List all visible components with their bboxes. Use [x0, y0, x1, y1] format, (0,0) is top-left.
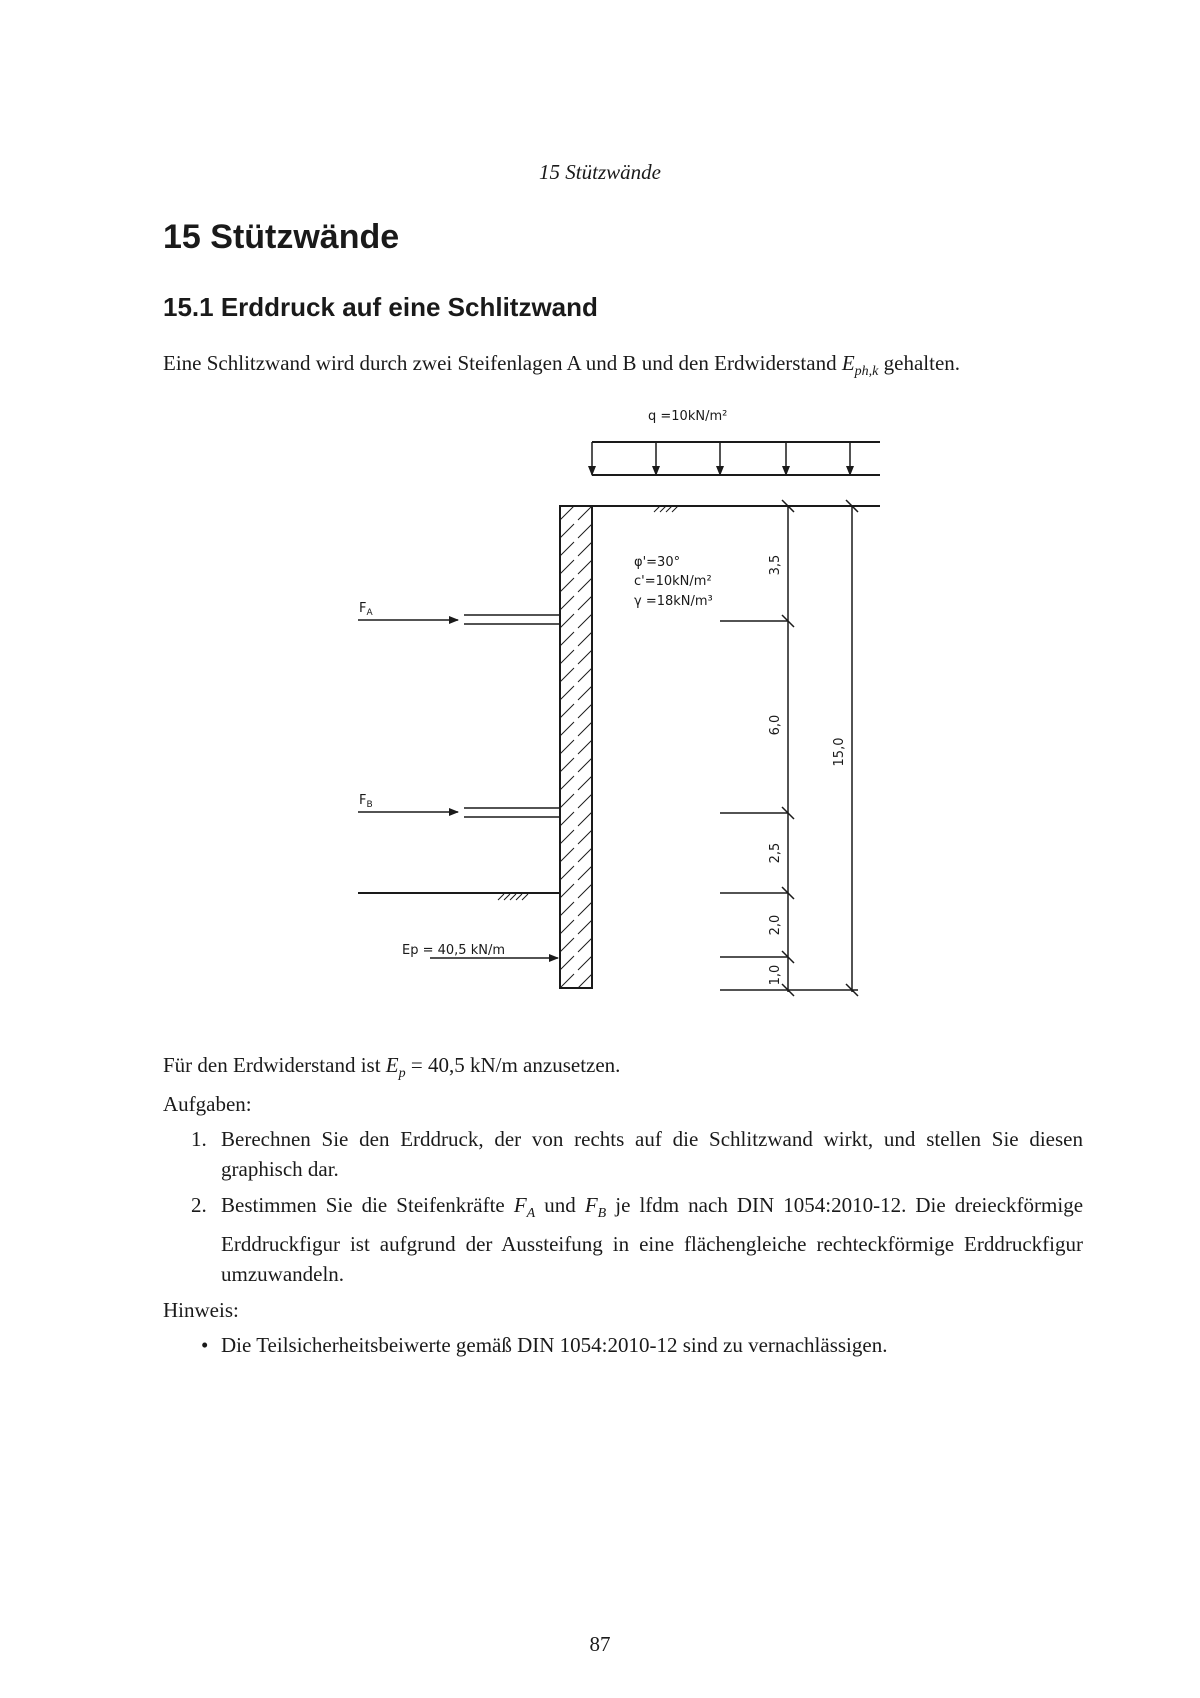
tasks-heading: Aufgaben:	[163, 1092, 252, 1117]
surcharge-label: q =10kN/m²	[648, 409, 728, 424]
task-text-2-after: je lfdm nach DIN 1054:2010-12. Die dreieckförmige Erddruckfigur ist aufgrund der Aussteifung in eine flächengleiche rechteckförmige Erddruckfigur umzuwandeln.	[221, 1193, 1084, 1287]
fa-subscript: A	[526, 1206, 536, 1222]
ep-sentence	[163, 1050, 1083, 1089]
soil-unit-weight: γ =18kN/m³	[634, 594, 713, 609]
soil-cohesion: c'=10kN/m²	[634, 574, 712, 589]
ep-sentence-after: = 40,5 kN/m anzusetzen.	[405, 1053, 621, 1077]
ground-hatch-left	[498, 894, 528, 900]
hint-text: Die Teilsicherheitsbeiwerte gemäß DIN 1054:2010-12 sind zu vernachlässigen.	[221, 1333, 888, 1358]
soil-phi: φ'=30°	[634, 555, 681, 570]
ep-sentence-before: Für den Erdwiderstand ist	[163, 1053, 386, 1077]
page-number: 87	[589, 1632, 611, 1656]
ep-label: Ep = 40,5 kN/m	[402, 943, 505, 958]
dimension-2-5: 2,5	[768, 842, 783, 864]
slurry-wall	[560, 506, 592, 988]
intro-text-before: Eine Schlitzwand wird durch zwei Steifenlagen A und B und den Erdwiderstand	[163, 351, 842, 375]
intro-subscript: ph,k	[854, 364, 879, 380]
intro-symbol: E	[841, 351, 855, 375]
task-item-2	[163, 1190, 1083, 1289]
bullet-icon: •	[201, 1333, 209, 1358]
task-text-2-mid: und	[535, 1193, 585, 1218]
intro-text-after: gehalten.	[878, 351, 961, 375]
hint-heading: Hinweis:	[163, 1298, 239, 1323]
running-head: 15 Stützwände	[539, 160, 661, 184]
chapter-title: 15 Stützwände	[163, 218, 400, 256]
force-a-label: $F_A$	[359, 601, 373, 618]
task-list	[163, 1124, 1083, 1289]
dimension-total: 15,0	[832, 737, 847, 767]
fa-symbol: F	[513, 1193, 527, 1218]
dimension-6-0: 6,0	[768, 714, 783, 736]
dimension-3-5: 3,5	[768, 554, 783, 576]
force-b-label: $F_B$	[359, 793, 373, 810]
section-title: 15.1 Erddruck auf eine Schlitzwand	[163, 292, 598, 322]
fb-subscript: B	[597, 1206, 607, 1222]
ep-subscript: p	[398, 1066, 406, 1082]
dimension-2-0: 2,0	[768, 914, 783, 936]
surcharge-load	[592, 442, 880, 475]
dimension-1-0: 1,0	[768, 964, 783, 986]
task-item-1	[163, 1124, 1083, 1184]
task-number-2: 2.	[191, 1193, 207, 1218]
strut-a	[358, 615, 560, 624]
task-number-1: 1.	[191, 1127, 207, 1152]
hint-item	[163, 1330, 1083, 1360]
fb-symbol: F	[584, 1193, 598, 1218]
ep-symbol: E	[385, 1053, 399, 1077]
strut-b	[358, 808, 560, 817]
task-text-1: Berechnen Sie den Erddruck, der von rechts auf die Schlitzwand wirkt, und stellen Sie diesen graphisch dar.	[221, 1127, 1083, 1182]
body-text	[163, 1050, 1083, 1360]
hint-list	[163, 1330, 1083, 1360]
task-text-2-before: Bestimmen Sie die Steifenkräfte	[221, 1193, 514, 1218]
